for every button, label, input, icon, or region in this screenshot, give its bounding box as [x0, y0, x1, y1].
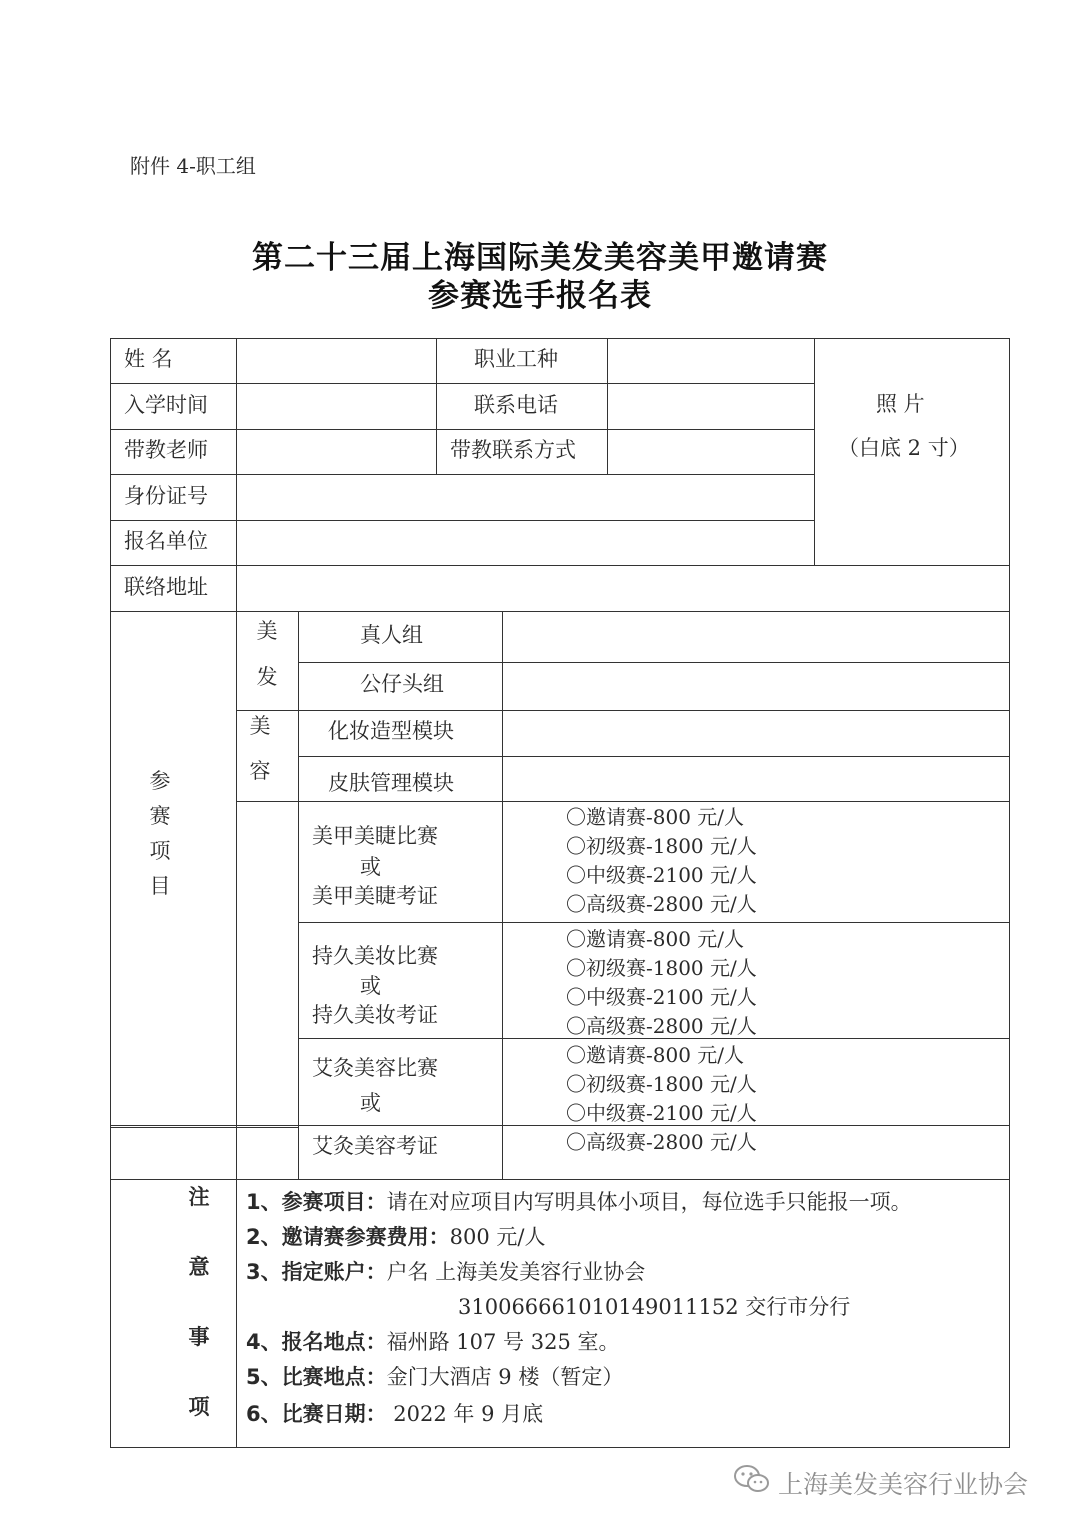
name-label: 姓 名: [124, 347, 173, 371]
makeup-line-1: 持久美妆比赛: [312, 944, 438, 968]
makeup-or: 或: [360, 974, 381, 998]
nail-option-invitational[interactable]: 〇邀请赛-800 元/人: [566, 805, 745, 829]
teacher-contact-field[interactable]: [609, 431, 812, 473]
note-3: 3、指定账户：户名 上海美发美容行业协会: [246, 1260, 646, 1284]
unit-field[interactable]: [238, 522, 812, 564]
name-field[interactable]: [238, 340, 434, 382]
phone-field[interactable]: [609, 385, 812, 427]
beauty-skin-field[interactable]: [504, 758, 1008, 800]
nail-or: 或: [360, 855, 381, 879]
occupation-field[interactable]: [609, 340, 812, 382]
nail-option-intermediate[interactable]: 〇中级赛-2100 元/人: [566, 863, 757, 887]
id-number-field[interactable]: [238, 476, 812, 518]
makeup-line-2: 持久美妆考证: [312, 1003, 438, 1027]
teacher-contact-label: 带教联系方式: [450, 438, 576, 462]
moxa-option-beginner[interactable]: 〇初级赛-1800 元/人: [566, 1072, 757, 1096]
moxa-option-advanced[interactable]: 〇高级赛-2800 元/人: [566, 1130, 757, 1154]
note-2: 2、邀请赛参赛费用：800 元/人: [246, 1225, 546, 1249]
teacher-label: 带教老师: [124, 438, 208, 462]
moxa-option-intermediate[interactable]: 〇中级赛-2100 元/人: [566, 1101, 757, 1125]
makeup-option-intermediate[interactable]: 〇中级赛-2100 元/人: [566, 985, 757, 1009]
note-6: 6、比赛日期： 2022 年 9 月底: [246, 1402, 544, 1426]
hair-real-person-field[interactable]: [504, 613, 1008, 661]
makeup-option-invitational[interactable]: 〇邀请赛-800 元/人: [566, 927, 745, 951]
moxa-option-invitational[interactable]: 〇邀请赛-800 元/人: [566, 1043, 745, 1067]
teacher-field[interactable]: [238, 431, 434, 473]
nail-line-2: 美甲美睫考证: [312, 884, 438, 908]
hair-mannequin-field[interactable]: [504, 664, 1008, 709]
moxa-or: 或: [360, 1091, 381, 1115]
address-field[interactable]: [238, 567, 1008, 609]
makeup-option-beginner[interactable]: 〇初级赛-1800 元/人: [566, 956, 757, 980]
note-3-account: 310066661010149011152 交行市分行: [458, 1295, 851, 1319]
id-number-label: 身份证号: [124, 484, 208, 508]
moxa-line-2: 艾灸美容考证: [312, 1134, 438, 1158]
nail-option-advanced[interactable]: 〇高级赛-2800 元/人: [566, 892, 757, 916]
phone-label: 联系电话: [474, 393, 558, 417]
hair-item-mannequin: 公仔头组: [360, 672, 444, 696]
enroll-time-label: 入学时间: [124, 393, 208, 417]
enroll-time-field[interactable]: [238, 385, 434, 427]
address-label: 联络地址: [124, 575, 208, 599]
photo-note: （白底 2 寸）: [838, 436, 970, 460]
moxa-line-1: 艾灸美容比赛: [312, 1056, 438, 1080]
form-subtitle: 参赛选手报名表: [428, 278, 652, 314]
occupation-label: 职业工种: [474, 347, 558, 371]
beauty-makeup-field[interactable]: [504, 712, 1008, 755]
hair-item-real-person: 真人组: [360, 623, 423, 647]
note-4: 4、报名地点：福州路 107 号 325 室。: [246, 1330, 620, 1354]
makeup-option-advanced[interactable]: 〇高级赛-2800 元/人: [566, 1014, 757, 1038]
photo-label: 照 片: [876, 392, 925, 416]
nail-line-1: 美甲美睫比赛: [312, 824, 438, 848]
watermark-text: 上海美发美容行业协会: [778, 1470, 1029, 1499]
attachment-label: 附件 4-职工组: [130, 154, 256, 178]
beauty-item-skin: 皮肤管理模块: [328, 771, 454, 795]
beauty-item-makeup: 化妆造型模块: [328, 719, 454, 743]
note-5: 5、比赛地点：金门大酒店 9 楼（暂定）: [246, 1365, 624, 1389]
form-title: 第二十三届上海国际美发美容美甲邀请赛: [252, 240, 828, 276]
nail-option-beginner[interactable]: 〇初级赛-1800 元/人: [566, 834, 757, 858]
unit-label: 报名单位: [124, 529, 208, 553]
note-1: 1、参赛项目：请在对应项目内写明具体小项目，每位选手只能报一项。: [246, 1190, 912, 1214]
wechat-icon: [732, 1462, 772, 1496]
